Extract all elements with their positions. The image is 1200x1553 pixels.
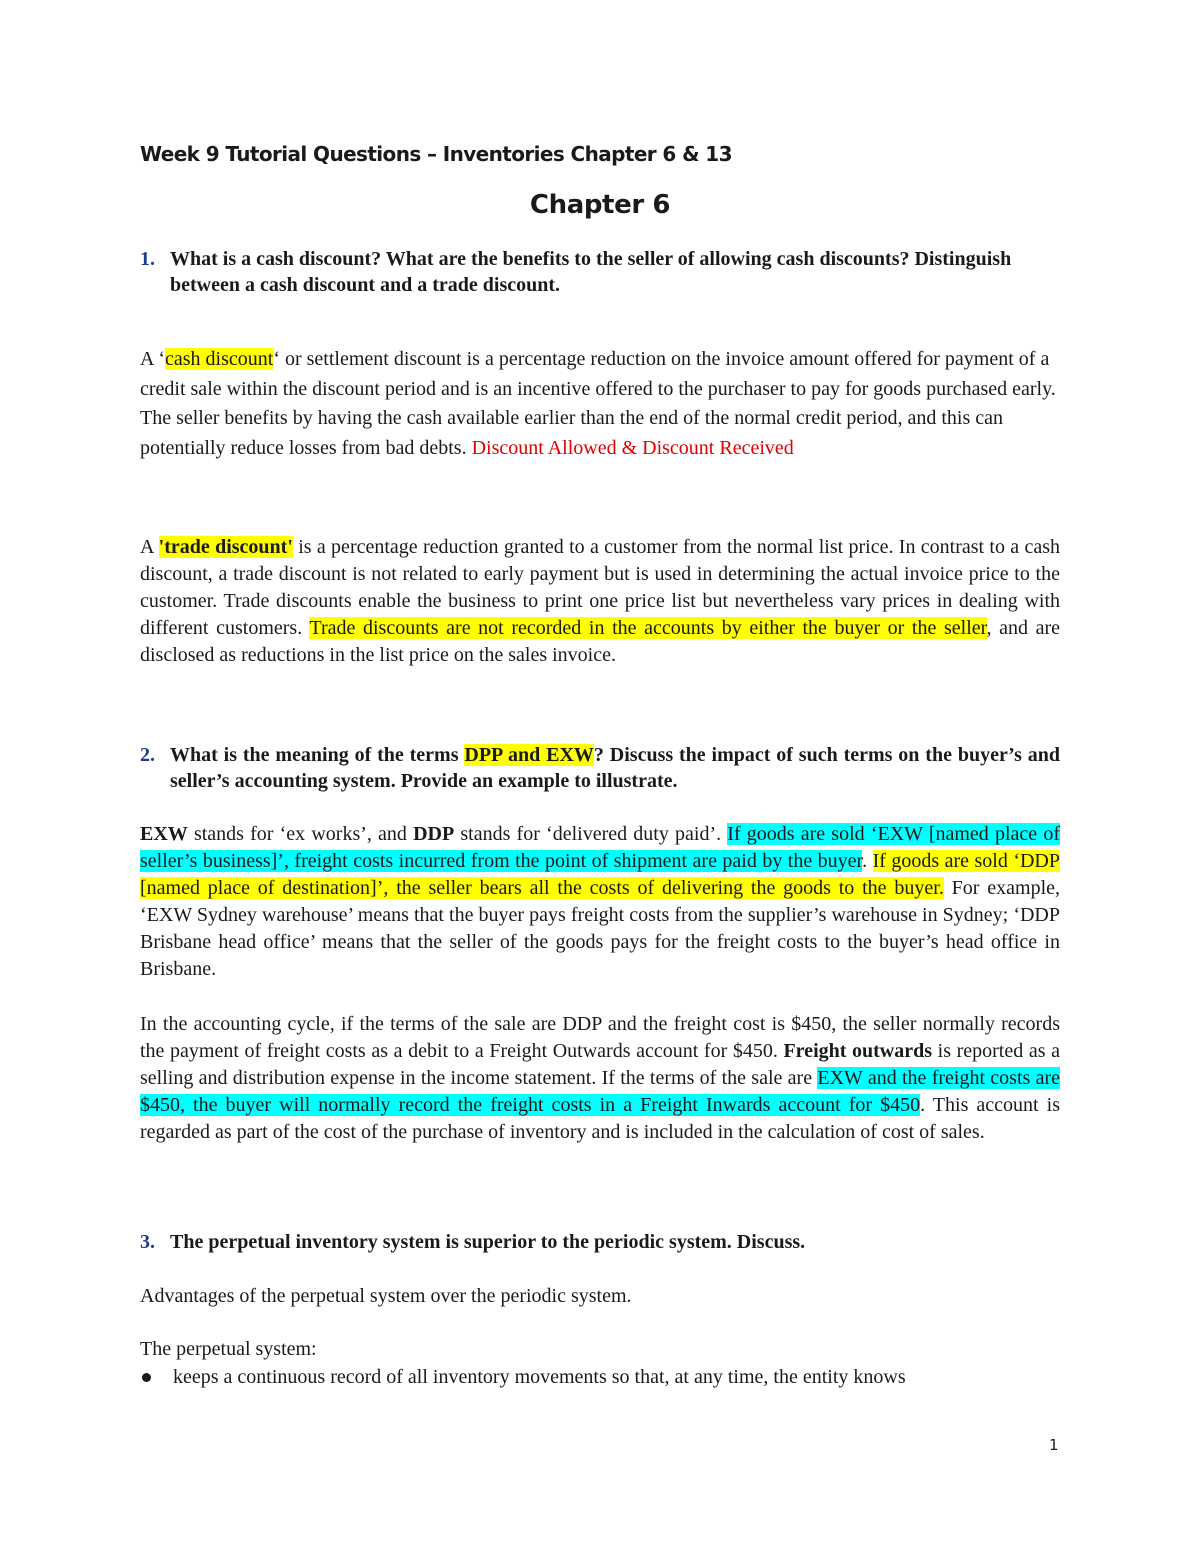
q2-answer-accounting-cycle bbox=[140, 1011, 1060, 1146]
question-3-number: 3. bbox=[140, 1231, 155, 1253]
term-freight-outwards: Freight outwards bbox=[783, 1040, 933, 1062]
answer-text: is a percentage reduction granted to a customer from the normal list price. In contrast to a cash discount, a trade discount is not related to early payment but is used in determining the actual invoice price to the customer. Trade discounts enable the business to print one price list but nevertheless vary prices in dealing with different customers. bbox=[140, 536, 1061, 639]
question-2-text bbox=[170, 742, 1060, 794]
answer-text: In the accounting cycle, if the terms of the sale are DDP and the freight cost is $450, the seller normally records the payment of freight costs as a debit to a Freight Outwards account for $450. bbox=[140, 1013, 1060, 1062]
answer-text: For example, ‘EXW Sydney warehouse’ means that the buyer pays freight costs from the supplier’s warehouse in Sydney; ‘DDP Brisbane head office’ means that the seller of the goods pays for the freight costs to the buyer’s head office in Brisbane. bbox=[140, 877, 1061, 980]
highlight-exw-explanation: If goods are sold ‘EXW [named place of seller’s business]’, freight costs incurred from the point of shipment are paid by the buyer bbox=[140, 823, 1060, 872]
page-number: 1 bbox=[1049, 1436, 1059, 1454]
answer-text: , and are disclosed as reductions in the list price on the sales invoice. bbox=[140, 617, 1061, 666]
question-2 bbox=[140, 742, 1060, 794]
answer-text: is reported as a selling and distribution expense in the income statement. If the terms of the sale are bbox=[140, 1040, 1060, 1089]
q2-answer-definitions bbox=[140, 821, 1060, 983]
q3-answer-intro: Advantages of the perpetual system over the periodic system. bbox=[140, 1285, 632, 1307]
question-3-text: The perpetual inventory system is superior to the periodic system. Discuss. bbox=[170, 1231, 806, 1253]
highlight-not-recorded: Trade discounts are not recorded in the accounts by either the buyer or the seller bbox=[309, 617, 987, 639]
bullet-item bbox=[140, 1364, 1060, 1391]
highlight-dpp-exw: DPP and EXW bbox=[464, 744, 594, 766]
q1-answer-trade-discount bbox=[140, 534, 1060, 669]
chapter-heading: Chapter 6 bbox=[529, 190, 671, 220]
answer-text: A bbox=[140, 536, 159, 558]
question-text: ? Discuss the impact of such terms on the buyer’s and seller’s accounting system. Provide an example to illustrate. bbox=[170, 744, 1060, 792]
answer-text: . This account is regarded as part of the cost of the purchase of inventory and is included in the calculation of cost of sales. bbox=[140, 1094, 1061, 1143]
question-1 bbox=[140, 246, 1060, 298]
answer-text: ‘ or settlement discount is a percentage reduction on the invoice amount offered for payment of a credit sale within the discount period and is an incentive offered to the purchaser to pay for goods purchased early. The seller benefits by having the cash available earlier than the end of the normal credit period, and this can potentially reduce losses from bad debts. bbox=[140, 348, 1056, 459]
highlight-trade-discount: 'trade discount' bbox=[158, 536, 293, 558]
document-title: Week 9 Tutorial Questions – Inventories Chapter 6 & 13 bbox=[140, 142, 732, 166]
q3-perpetual-label: The perpetual system: bbox=[140, 1338, 317, 1360]
bullet-icon bbox=[142, 1373, 151, 1382]
question-1-text: What is a cash discount? What are the benefits to the seller of allowing cash discounts? Distinguish between a cash discount and a trade discount. bbox=[170, 248, 1012, 296]
question-text: What is the meaning of the terms bbox=[170, 744, 465, 766]
question-3 bbox=[140, 1229, 1060, 1255]
term-ddp: DDP bbox=[413, 823, 455, 845]
highlight-ddp-explanation: If goods are sold ‘DDP [named place of destination]’, the seller bears all the costs of delivering the goods to the buyer. bbox=[140, 850, 1060, 899]
question-2-number: 2. bbox=[140, 744, 155, 766]
answer-text: stands for ‘ex works’, and bbox=[187, 823, 414, 845]
answer-text: A ‘ bbox=[140, 348, 165, 370]
answer-text: stands for ‘delivered duty paid’. bbox=[454, 823, 728, 845]
question-1-number: 1. bbox=[140, 248, 155, 270]
answer-text: . bbox=[862, 850, 873, 872]
highlight-cash-discount: cash discount bbox=[165, 348, 274, 370]
highlight-freight-inwards: EXW and the freight costs are $450, the buyer will normally record the freight costs in a Freight Inwards account for $450 bbox=[140, 1067, 1060, 1116]
red-note-discounts: Discount Allowed & Discount Received bbox=[471, 436, 794, 459]
q1-answer-cash-discount bbox=[140, 345, 1060, 463]
bullet-text: keeps a continuous record of all inventory movements so that, at any time, the entity knows bbox=[173, 1366, 906, 1388]
term-exw: EXW bbox=[140, 823, 188, 845]
